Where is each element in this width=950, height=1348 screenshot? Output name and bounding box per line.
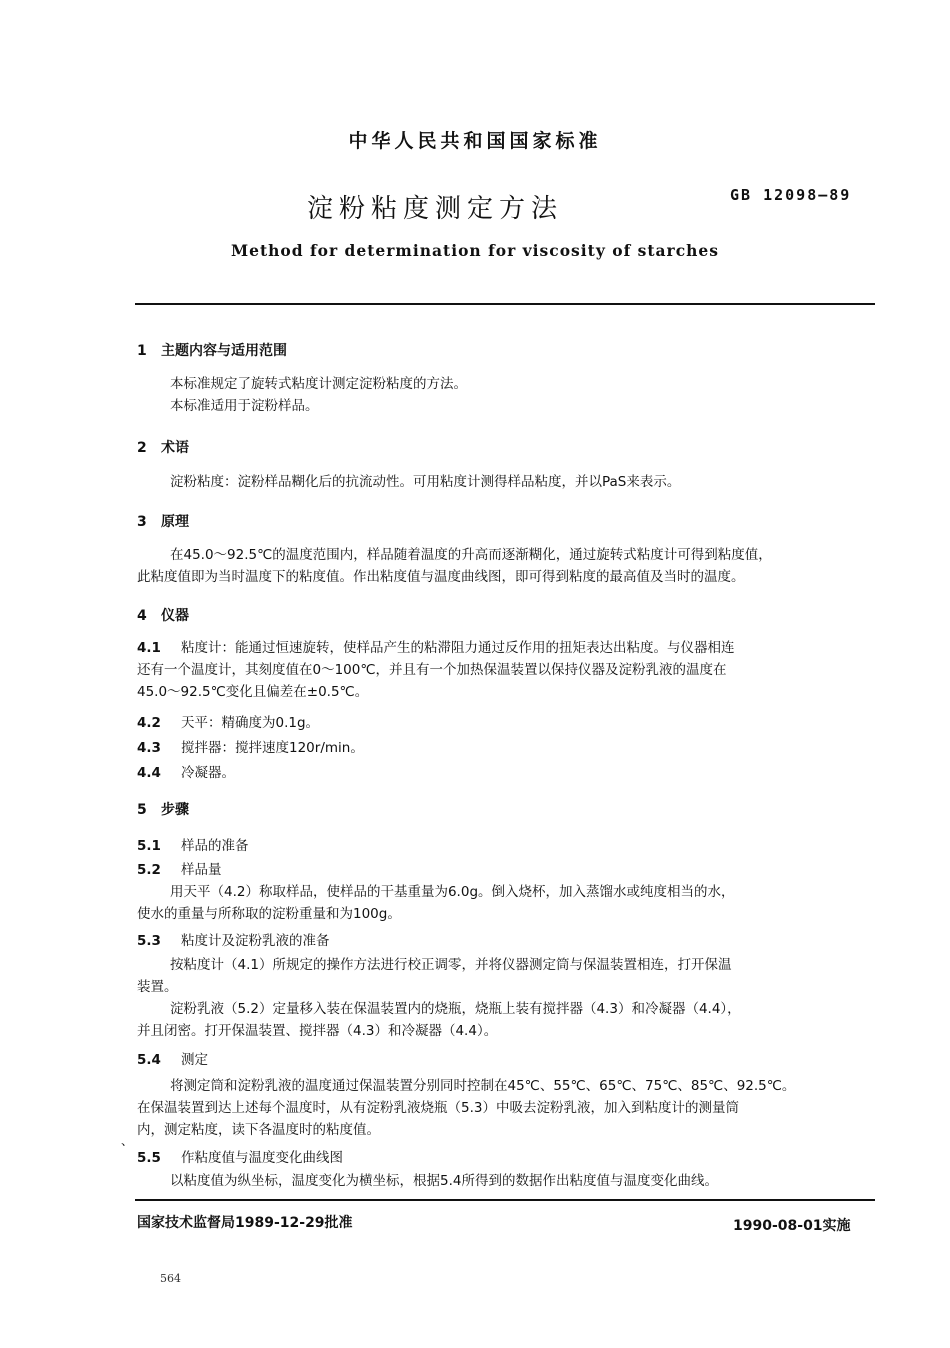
item-4-3 (137, 736, 364, 756)
item-title: 样品的准备 (181, 838, 249, 854)
section-5-heading (137, 799, 189, 819)
paragraph-line: 还有一个温度计，其刻度值在0～100℃，并且有一个加热保温装置以保持仪器及淀粉乳液的温度在 (137, 662, 727, 678)
paragraph-line: 本标准规定了旋转式粘度计测定淀粉粘度的方法。 (170, 376, 467, 392)
section-3-heading (137, 511, 189, 531)
national-standard-heading: 中华人民共和国国家标准 (348, 130, 602, 152)
item-5-4 (137, 1048, 208, 1068)
section-number: 5 (137, 802, 147, 818)
item-number: 5.3 (137, 933, 161, 949)
paragraph-line: 用天平（4.2）称取样品，使样品的干基重量为6.0g。倒入烧杯，加入蒸馏水或纯度相当的水， (170, 884, 735, 900)
item-5-1 (137, 834, 249, 854)
english-title: Method for determination for viscosity of starches (230, 241, 720, 260)
item-number: 5.4 (137, 1052, 161, 1068)
standard-code: GB 12098—89 (730, 186, 852, 204)
section-1-body (137, 373, 877, 417)
paragraph-line: 淀粉粘度：淀粉样品糊化后的抗流动性。可用粘度计测得样品粘度，并以PaS来表示。 (170, 474, 681, 490)
paragraph-line: 在45.0～92.5℃的温度范围内，样品随着温度的升高而逐渐糊化，通过旋转式粘度计可得到粘度值， (170, 547, 772, 563)
section-3-body (137, 544, 877, 588)
item-4-4 (137, 761, 235, 781)
section-4-heading (137, 605, 189, 625)
section-title: 仪器 (161, 608, 189, 624)
bottom-rule (135, 1199, 875, 1201)
item-title: 粘度计及淀粉乳液的准备 (181, 933, 330, 949)
item-number: 5.5 (137, 1150, 161, 1166)
item-5-3-body (137, 954, 877, 1042)
page-number: 564 (160, 1272, 181, 1285)
document-title: 淀粉粘度测定方法 (306, 194, 563, 224)
item-number: 5.2 (137, 862, 161, 878)
top-rule (135, 303, 875, 305)
section-2-body (137, 471, 877, 493)
paragraph-line: 本标准适用于淀粉样品。 (170, 398, 319, 414)
section-number: 1 (137, 343, 147, 359)
item-title: 测定 (181, 1052, 208, 1068)
item-5-4-body (137, 1075, 877, 1141)
paragraph-line: 以粘度值为纵坐标，温度变化为横坐标，根据5.4所得到的数据作出粘度值与温度变化曲线。 (170, 1173, 718, 1189)
section-number: 3 (137, 514, 147, 530)
item-4-2 (137, 711, 319, 731)
item-text: 冷凝器。 (181, 765, 235, 781)
paragraph-line: 淀粉乳液（5.2）定量移入装在保温装置内的烧瓶，烧瓶上装有搅拌器（4.3）和冷凝器（4.4）， (170, 1001, 741, 1017)
item-number: 4.2 (137, 715, 161, 731)
item-number: 4.4 (137, 765, 161, 781)
paragraph-line: 在保温装置到达上述每个温度时，从有淀粉乳液烧瓶（5.3）中吸去淀粉乳液，加入到粘度计的测量筒 (137, 1100, 739, 1116)
item-text: 搅拌器：搅拌速度120r/min。 (181, 740, 364, 756)
item-5-3 (137, 929, 330, 949)
item-title: 样品量 (181, 862, 222, 878)
section-2-heading (137, 437, 189, 457)
section-title: 术语 (161, 440, 189, 456)
item-5-5-body (137, 1170, 877, 1192)
item-text: 天平：精确度为0.1g。 (181, 715, 320, 731)
paragraph-line: 此粘度值即为当时温度下的粘度值。作出粘度值与温度曲线图，即可得到粘度的最高值及当时的温度。 (137, 569, 745, 585)
paragraph-line: 使水的重量与所称取的淀粉重量和为100g。 (137, 906, 401, 922)
scan-mark: 、 (121, 1134, 134, 1148)
paragraph-line: 内，测定粘度，读下各温度时的粘度值。 (137, 1122, 380, 1138)
item-4-1 (137, 637, 877, 703)
item-number: 5.1 (137, 838, 161, 854)
item-number: 4.1 (137, 640, 161, 656)
section-title: 主题内容与适用范围 (161, 343, 287, 359)
paragraph-line: 将测定筒和淀粉乳液的温度通过保温装置分别同时控制在45℃、55℃、65℃、75℃、85℃、92.5℃。 (170, 1078, 796, 1094)
item-5-2-body (137, 881, 877, 925)
approval-statement: 国家技术监督局1989-12-29批准 (137, 1215, 353, 1231)
effective-date: 1990-08-01实施 (733, 1218, 851, 1234)
section-title: 原理 (161, 514, 189, 530)
paragraph-line: 45.0～92.5℃变化且偏差在±0.5℃。 (137, 684, 369, 700)
item-5-2 (137, 858, 222, 878)
item-title: 作粘度值与温度变化曲线图 (181, 1150, 343, 1166)
item-5-5 (137, 1146, 343, 1166)
section-title: 步骤 (161, 802, 189, 818)
item-number: 4.3 (137, 740, 161, 756)
section-1-heading (137, 340, 287, 360)
paragraph-line: 按粘度计（4.1）所规定的操作方法进行校正调零，并将仪器测定筒与保温装置相连，打开保温 (170, 957, 732, 973)
paragraph-line: 装置。 (137, 979, 178, 995)
section-number: 2 (137, 440, 147, 456)
section-number: 4 (137, 608, 147, 624)
paragraph-line: 并且闭密。打开保温装置、搅拌器（4.3）和冷凝器（4.4）。 (137, 1023, 498, 1039)
paragraph-line: 粘度计：能通过恒速旋转，使样品产生的粘滞阻力通过反作用的扭矩表达出粘度。与仪器相连 (181, 640, 735, 656)
